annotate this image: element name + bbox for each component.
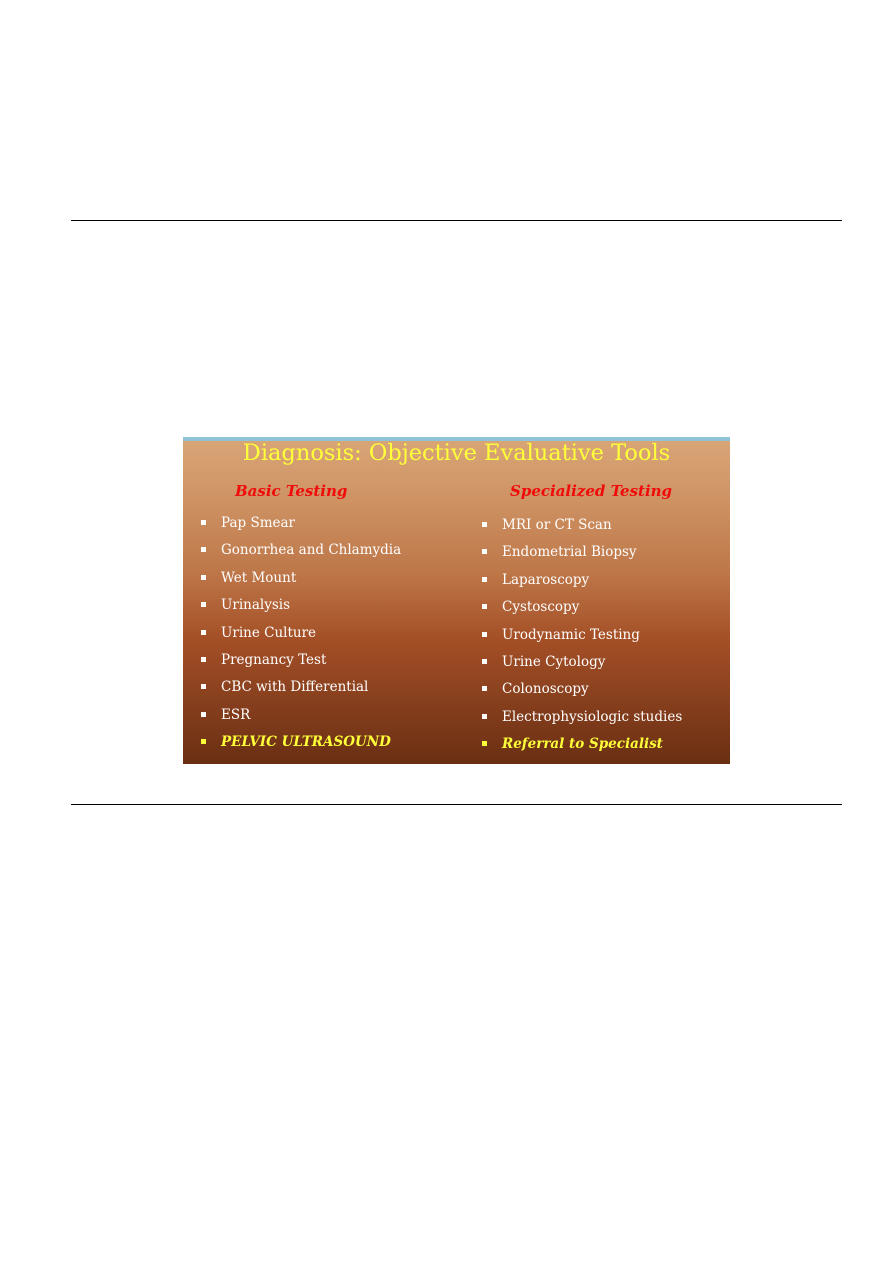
list-item-highlighted <box>481 735 682 762</box>
list-item-label: Referral to Specialist <box>502 736 663 753</box>
list-item-label: Urine Cytology <box>502 653 606 670</box>
list-item-label: Colonoscopy <box>502 681 589 698</box>
list-item <box>200 651 401 678</box>
list-item <box>200 706 401 733</box>
list-item-label: Gonorrhea and Chlamydia <box>221 542 402 559</box>
top-divider <box>71 220 842 221</box>
square-bullet-icon <box>482 741 487 746</box>
list-item <box>481 626 682 653</box>
list-item <box>481 598 682 625</box>
list-item-label: Electrophysiologic studies <box>502 708 683 725</box>
square-bullet-icon <box>482 604 487 609</box>
list-item-label: MRI or CT Scan <box>502 517 612 533</box>
list-item <box>481 543 682 570</box>
square-bullet-icon <box>201 575 206 580</box>
list-item <box>200 514 401 541</box>
square-bullet-icon <box>201 739 206 744</box>
list-item-label: Pregnancy Test <box>221 651 327 668</box>
list-item <box>481 571 682 598</box>
list-item <box>200 624 401 651</box>
list-item-label: Urodynamic Testing <box>502 626 640 643</box>
list-item <box>200 569 401 596</box>
list-item-label: Urine Culture <box>221 624 317 641</box>
list-item <box>481 516 682 543</box>
square-bullet-icon <box>482 577 487 582</box>
square-bullet-icon <box>482 659 487 664</box>
list-item-label: Laparoscopy <box>502 571 590 588</box>
list-item-highlighted <box>200 733 401 760</box>
list-item-label: Urinalysis <box>221 597 291 614</box>
square-bullet-icon <box>482 522 487 527</box>
list-item-label: ESR <box>221 706 251 723</box>
list-item-label: PELVIC ULTRASOUND <box>221 734 391 751</box>
slide-title: Diagnosis: Objective Evaluative Tools <box>242 440 671 466</box>
list-item-label: Endometrial Biopsy <box>502 544 637 561</box>
square-bullet-icon <box>201 547 206 552</box>
list-item-label: Cystoscopy <box>502 599 580 616</box>
basic-testing-heading: Basic Testing <box>235 482 348 500</box>
slide-image <box>183 437 730 764</box>
list-item <box>481 708 682 735</box>
square-bullet-icon <box>201 684 206 689</box>
list-item-label: CBC with Differential <box>221 679 369 696</box>
square-bullet-icon <box>201 630 206 635</box>
square-bullet-icon <box>482 686 487 691</box>
specialized-testing-heading: Specialized Testing <box>510 482 673 500</box>
list-item <box>200 541 401 568</box>
list-item <box>481 680 682 707</box>
bottom-divider <box>71 804 842 805</box>
square-bullet-icon <box>201 657 206 662</box>
square-bullet-icon <box>482 632 487 637</box>
list-item-label: Pap Smear <box>221 515 295 531</box>
list-item <box>200 596 401 623</box>
list-item <box>481 653 682 680</box>
square-bullet-icon <box>482 714 487 719</box>
square-bullet-icon <box>201 712 206 717</box>
list-item <box>200 678 401 705</box>
basic-testing-list <box>200 514 401 761</box>
list-item-label: Wet Mount <box>221 569 297 586</box>
specialized-testing-list <box>481 516 682 763</box>
square-bullet-icon <box>201 520 206 525</box>
square-bullet-icon <box>201 602 206 607</box>
square-bullet-icon <box>482 549 487 554</box>
